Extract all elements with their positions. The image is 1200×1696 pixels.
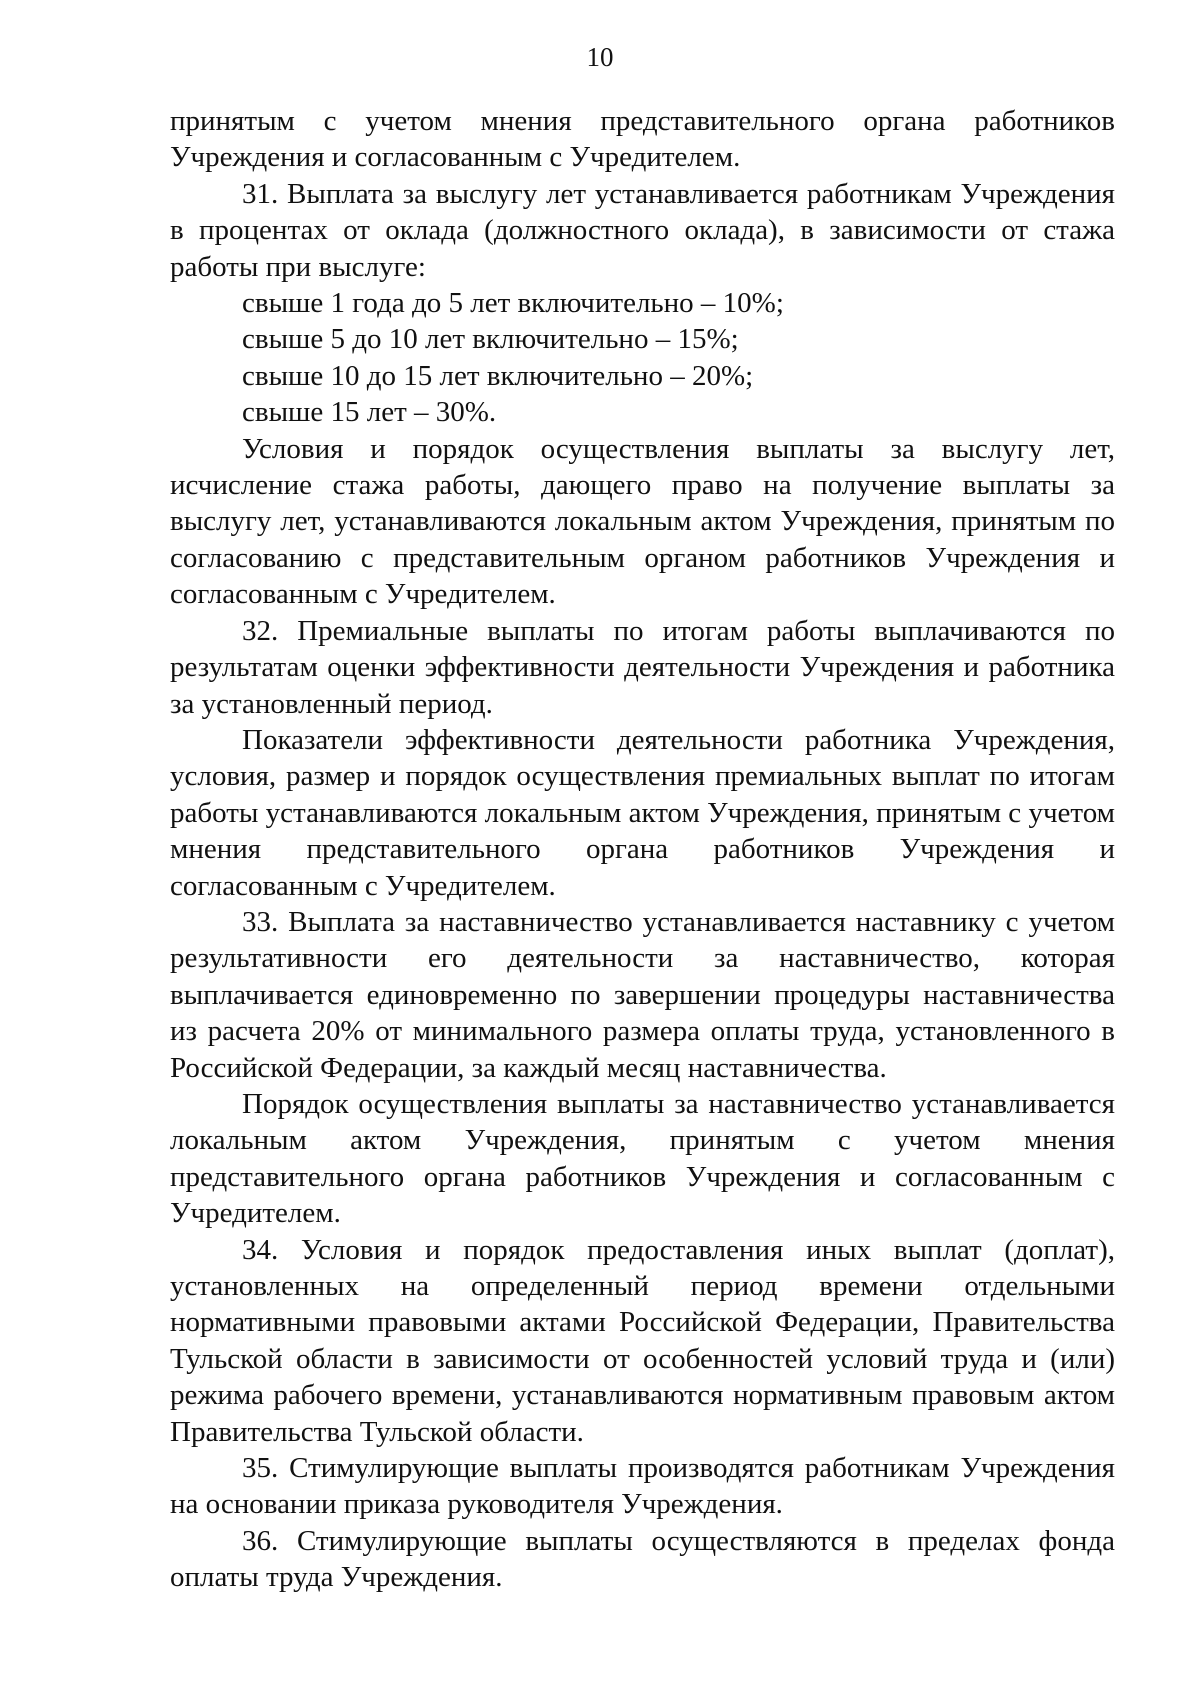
paragraph-33: 33. Выплата за наставничество устанавливается наставнику с учетом результативности его деятельности за наставничество, которая выплачивается единовременно по завершении процедуры наставничества из расчета 20% от минимального размера оплаты труда, установленного в Российской Федерации, за каждый месяц наставничества. bbox=[170, 905, 1115, 1084]
paragraph-31: 31. Выплата за выслугу лет устанавливается работникам Учреждения в процентах от оклада (должностного оклада), в зависимости от стажа работы при выслуге: bbox=[170, 177, 1115, 283]
paragraph-36: 36. Стимулирующие выплаты осуществляются в пределах фонда оплаты труда Учреждения. bbox=[170, 1524, 1115, 1594]
paragraph-35: 35. Стимулирующие выплаты производятся работникам Учреждения на основании приказа руководителя Учреждения. bbox=[170, 1452, 1115, 1521]
document-body bbox=[170, 103, 1115, 1596]
paragraph-34: 34. Условия и порядок предоставления иных выплат (доплат), установленных на определенный период времени отдельными нормативными правовыми актами Российской Федерации, Правительства Тульской области в зависимости от особенностей условий труда и (или) режима рабочего времени, устанавливаются нормативным правовым актом Правительства Тульской области. bbox=[170, 1233, 1115, 1448]
rate-item: свыше 1 года до 5 лет включительно – 10%; bbox=[242, 287, 784, 320]
paragraph-31-conditions: Условия и порядок осуществления выплаты за выслугу лет, исчисление стажа работы, дающего право на получение выплаты за выслугу лет, устанавливаются локальным актом Учреждения, принятым по согласованию с представительным органом работников Учреждения и согласованным с Учредителем. bbox=[170, 432, 1115, 611]
paragraph-continuation: принятым с учетом мнения представительного органа работников Учреждения и согласованным с Учредителем. bbox=[170, 105, 1115, 174]
rate-item: свыше 10 до 15 лет включительно – 20%; bbox=[242, 359, 754, 392]
rate-item: свыше 5 до 10 лет включительно – 15%; bbox=[242, 323, 739, 356]
rate-item: свыше 15 лет – 30%. bbox=[242, 396, 497, 429]
paragraph-33-procedure: Порядок осуществления выплаты за наставничество устанавливается локальным актом Учреждения, принятым с учетом мнения представительного органа работников Учреждения и согласованным с Учредителем. bbox=[170, 1087, 1115, 1230]
paragraph-32: 32. Премиальные выплаты по итогам работы выплачиваются по результатам оценки эффективности деятельности Учреждения и работника за установленный период. bbox=[170, 614, 1115, 720]
seniority-rates-list bbox=[170, 285, 1115, 431]
page-number: 10 bbox=[586, 42, 614, 72]
paragraph-32-indicators: Показатели эффективности деятельности работника Учреждения, условия, размер и порядок осуществления премиальных выплат по итогам работы устанавливаются локальным актом Учреждения, принятым с учетом мнения представительного органа работников Учреждения и согласованным с Учредителем. bbox=[170, 723, 1115, 902]
